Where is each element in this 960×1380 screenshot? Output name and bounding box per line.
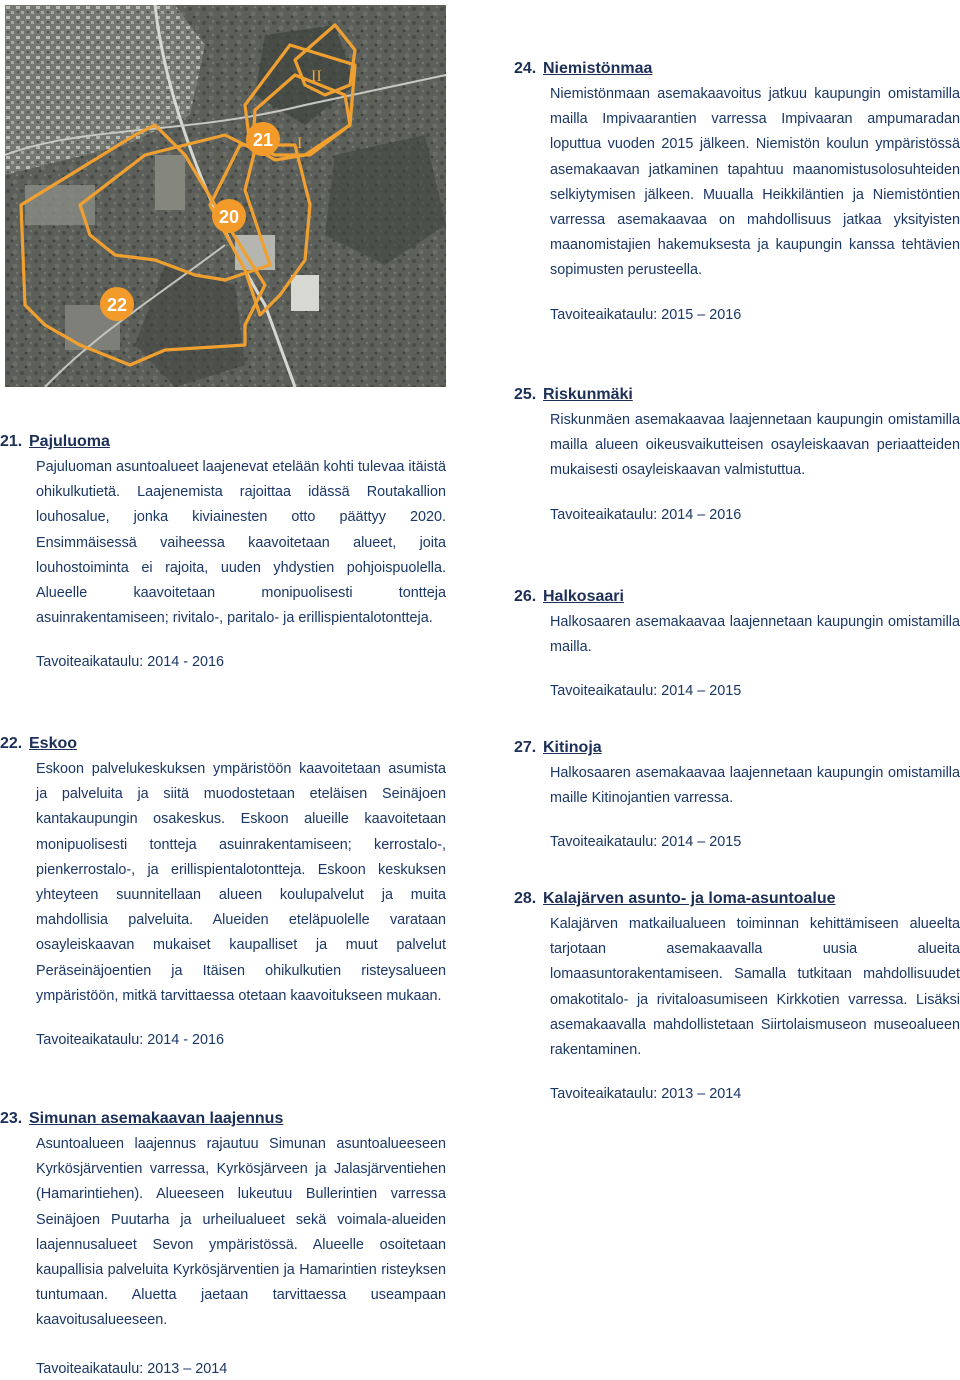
section-24 (514, 58, 960, 326)
section-number: 23. (0, 1110, 23, 1127)
section-title: Simunan asemakaavan laajennus (29, 1110, 284, 1127)
section-heading (514, 384, 960, 406)
section-22 (0, 733, 446, 1051)
section-number: 21. (0, 433, 23, 450)
section-number: 28. (514, 890, 537, 907)
area-20-label: 20 (218, 207, 240, 227)
aerial-map-image (5, 5, 446, 387)
schedule: Tavoiteaikataulu: 2014 – 2016 (550, 506, 742, 523)
section-heading (0, 733, 446, 755)
section-title: Kalajärven asunto- ja loma-asuntoalue (543, 890, 836, 907)
area-22-badge (100, 287, 134, 321)
schedule: Tavoiteaikataulu: 2015 – 2016 (550, 306, 742, 323)
phase-i-label: I (297, 135, 303, 152)
schedule: Tavoiteaikataulu: 2014 – 2015 (550, 834, 742, 851)
section-21 (0, 431, 446, 673)
section-title: Eskoo (29, 735, 78, 752)
area-22-label: 22 (106, 295, 128, 315)
section-heading (514, 58, 960, 80)
aerial-map (5, 5, 446, 387)
section-26 (514, 586, 960, 702)
section-body: Asuntoalueen laajennus rajautuu Simunan asuntoalueeseen Kyrkösjärventien varressa, Kyrkösjärveen ja Jalasjärventiehen (Hamarintiehen). Alueeseen lukeutuu Bullerintien varressa Seinäjoen Puutarha ja urheilualueet sekä voimala-alueiden laajennusalueet Sevon ympäristössä. Alueelle osoitetaan kaupallisia palveluita Kyrkösjärventien ja Hamarintien risteyksen tuntumaan. Aluetta jaetaan tarvittaessa useampaan kaavoitusalueeseen. (36, 1136, 446, 1329)
section-heading (514, 888, 960, 910)
schedule: Tavoiteaikataulu: 2013 – 2014 (36, 1360, 228, 1377)
area-21-badge (246, 122, 280, 156)
section-23 (0, 1108, 446, 1380)
section-heading (514, 586, 960, 608)
schedule: Tavoiteaikataulu: 2013 – 2014 (550, 1086, 742, 1103)
phase-ii-label: II (311, 68, 322, 85)
section-title: Halkosaari (543, 588, 624, 605)
section-heading (514, 737, 960, 759)
section-body: Riskunmäen asemakaavaa laajennetaan kaupungin omistamilla mailla alueen oikeusvaikutteisen osayleiskaavan periaatteiden mukaisesti osayleiskaavan valmistuttua. (550, 412, 960, 479)
section-title: Kitinoja (543, 739, 602, 756)
section-28 (514, 888, 960, 1105)
schedule: Tavoiteaikataulu: 2014 - 2016 (36, 654, 225, 671)
section-number: 25. (514, 386, 537, 403)
section-body: Niemistönmaan asemakaavoitus jatkuu kaupungin omistamilla mailla Impivaarantien varressa Impivaaran ampumaradan loputtua vuoden 2015 jälkeen. Niemistön koulun ympäristössä asemakaavan jatkaminen tapahtuu maanomistusolosuhteiden selkiytymisen jälkeen. Muualla Heikkiläntien ja Niemistöntien varressa asemakaavaa on mahdollisuus jatkaa yksityisten maanomistajien hakemuksesta ja kaupungin kanssa tehtävien sopimusten perusteella. (550, 86, 960, 279)
area-20-badge (212, 199, 246, 233)
area-21-label: 21 (252, 130, 274, 150)
section-number: 26. (514, 588, 537, 605)
section-number: 24. (514, 60, 537, 77)
section-body: Pajuluoman asuntoalueet laajenevat etelään kohti tulevaa itäistä ohikulkutietä. Laajenemista rajoittaa idässä Routakallion louhosalue, jonka kiviainesten otto päättyy 2020. Ensimmäisessä vaiheessa kaavoitetaan alueet, joita louhostoiminta ei rajoita, uuden yhdystien pohjoispuolella. Alueelle kaavoitetaan monipuolisesti tontteja asuinrakentamiseen; rivitalo-, paritalo- ja erillispientalotontteja. (36, 459, 446, 627)
section-27 (514, 737, 960, 853)
section-25 (514, 384, 960, 526)
section-body: Kalajärven matkailualueen toiminnan kehittämiseen alueelta tarjotaan asemakaavalla uusia alueita lomaasuntorakentamiseen. Samalla tutkitaan mahdollisuudet omakotitalo- ja rivitaloasumiseen Kirkkotien varressa. Lisäksi asemakaavalla mahdollistetaan Siirtolaismuseon museoalueen rakentaminen. (550, 916, 960, 1059)
section-heading (0, 431, 446, 453)
section-title: Riskunmäki (543, 386, 633, 403)
section-number: 27. (514, 739, 537, 756)
section-heading (0, 1108, 446, 1130)
section-title: Niemistönmaa (543, 60, 653, 77)
section-body: Halkosaaren asemakaavaa laajennetaan kaupungin omistamilla mailla. (550, 614, 960, 656)
section-title: Pajuluoma (29, 433, 110, 450)
section-number: 22. (0, 735, 23, 752)
schedule: Tavoiteaikataulu: 2014 - 2016 (36, 1032, 225, 1049)
section-body: Halkosaaren asemakaavaa laajennetaan kaupungin omistamilla maille Kitinojantien varressa. (550, 765, 960, 807)
schedule: Tavoiteaikataulu: 2014 – 2015 (550, 683, 742, 700)
section-body: Eskoon palvelukeskuksen ympäristöön kaavoitetaan asumista ja palveluita ja siitä muodostetaan eteläisen Seinäjoen kantakaupungin osakeskus. Eskoon alueille kaavoitetaan monipuolisesti tontteja asuinrakentamiseen; kerrostalo-, pienkerrostalo-, ja erillispientalotontteja. Eskoon keskuksen yhteyteen suunnitellaan alueen koulupalvelut ja muita mahdollisia palveluita. Alueiden eteläpuolelle varataan osayleiskaavan mukaiset kaupalliset ja muut palvelut Peräseinäjoentien ja Itäisen ohikulkutien risteysalueen ympäristöön, mitkä tarvittaessa otetaan kaavoitukseen mukaan. (36, 761, 446, 1004)
